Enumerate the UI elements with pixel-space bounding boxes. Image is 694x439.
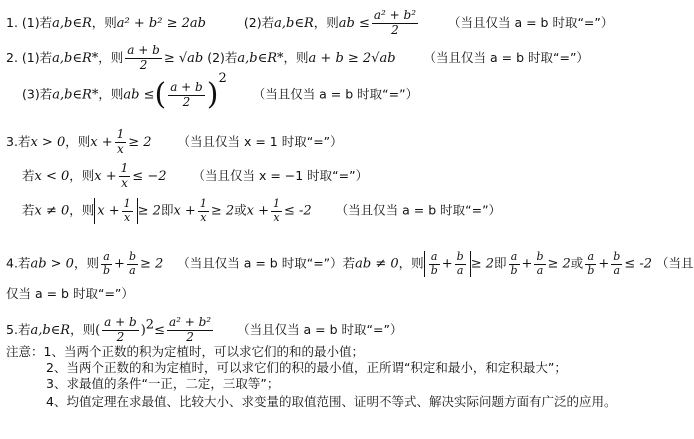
item-3-line-2 (22, 162, 368, 191)
item-1-part2-lhs: ab ≤ (338, 15, 370, 31)
note-1: 1、当两个正数的积为定植时，可以求它们的和的最小值； (43, 344, 364, 359)
frac-num: a + b (104, 315, 137, 329)
frac-den: 2 (391, 22, 399, 37)
item-3-part3-fraction2 (198, 198, 209, 224)
frac-num: b (456, 250, 464, 263)
item-4-abs-value (424, 251, 471, 277)
item-4-mid2: ，则 (398, 255, 424, 271)
item-2-line-2 (22, 71, 419, 112)
item-4-rhs: ≥ 2 (139, 256, 164, 272)
item-3-part3-fraction3 (271, 198, 282, 224)
item-3-part2-rhs: ≤ −2 (132, 168, 167, 184)
frac-num: b (536, 250, 544, 263)
item-5-prefix: 若 (17, 321, 31, 337)
frac-den: a (613, 263, 621, 277)
item-5-right-fraction (167, 316, 213, 345)
item-3-part3-huo: 或 (234, 202, 247, 218)
item-3-part3-x2: x + (173, 203, 196, 219)
item-4-line-2 (6, 288, 134, 301)
left-paren: ( (154, 77, 167, 112)
item-4-mid: ，则 (73, 255, 99, 271)
item-5-left-fraction (102, 316, 139, 345)
item-1-part1-mid: ，则 (91, 14, 117, 30)
item-4-number: 4. (6, 255, 18, 271)
item-3-part3-x3: x + (246, 203, 269, 219)
item-2-part1-rhs: ≥ √ab (163, 50, 204, 66)
frac-num: a² + b² (168, 315, 212, 329)
item-4-condition: （当且仅当 a = b 时取“=”） (177, 255, 343, 271)
item-2-part2-var: a,b∈R* (237, 50, 284, 66)
item-3-part1-mid: ，则 (65, 133, 91, 149)
item-2-part3-fraction (168, 81, 205, 110)
right-paren: ) (140, 322, 146, 338)
frac-num: a (101, 251, 112, 265)
item-4-plus: + (114, 256, 125, 272)
plus: + (598, 256, 610, 272)
item-2-part1-mid: ，则 (98, 49, 124, 65)
item-2-fraction (125, 44, 162, 73)
frac-num: a (429, 251, 440, 265)
item-3-part3-prefix: 若 (22, 202, 35, 218)
frac-num: a (509, 251, 520, 265)
item-1-condition: （当且仅当 a = b 时取“=”） (447, 14, 614, 30)
item-3-part3-rhs3: ≤ -2 (284, 203, 312, 219)
note-2: 2、当两个正数的和为定植时，可以求它们的积的最小值，正所谓“积定和最小，和定积最大”； (46, 360, 567, 375)
item-5-mid: ，则 (70, 321, 96, 337)
item-3-part1-condition: （当且仅当 x = 1 时取“=”） (177, 133, 343, 149)
item-2-part3-prefix: (3)若 (22, 86, 53, 102)
item-3-part3-rhs2: ≥ 2 (210, 203, 235, 219)
notes-line-2 (46, 362, 567, 375)
item-3-part2-var: x < 0 (34, 168, 70, 184)
frac-num: 1 (123, 197, 131, 210)
plus: + (521, 256, 533, 272)
notes-line-3 (46, 378, 279, 391)
item-4-var2: ab ≠ 0 (355, 256, 399, 272)
notes-line-1 (6, 346, 364, 359)
item-3-part1-prefix: 若 (17, 133, 31, 149)
frac-num: 1 (120, 161, 129, 175)
item-4-fraction1 (101, 251, 112, 277)
abs-fraction (122, 198, 133, 224)
item-4-fraction6 (611, 251, 622, 277)
item-2-part1-var: a,b∈R* (52, 50, 99, 66)
item-3-line-3 (22, 198, 501, 224)
frac-den: 2 (139, 57, 148, 72)
item-1-part1-formula: a² + b² ≥ 2ab (116, 15, 206, 31)
item-1-part2-mid: ，则 (313, 14, 339, 30)
frac-num: a² + b² (373, 8, 417, 22)
item-4-rhs3: ≥ 2 (547, 256, 571, 272)
item-2-part2-prefix: (2)若 (207, 49, 238, 65)
item-5-exponent: 2 (145, 317, 155, 333)
item-4-fraction3 (509, 251, 520, 277)
frac-num: b (128, 250, 136, 263)
item-4-ji: 即 (493, 255, 507, 271)
abs-fraction2 (455, 251, 466, 277)
item-5-le: ≤ (154, 322, 165, 338)
left-paren: ( (95, 322, 101, 338)
item-3-part2-fraction (119, 162, 131, 191)
item-3-part2-mid: ，则 (69, 167, 95, 183)
item-1 (6, 9, 613, 38)
item-2-condition: （当且仅当 a = b 时取“=”） (423, 49, 589, 65)
item-2-number: 2. (6, 49, 18, 65)
item-1-part1-prefix: (1)若 (21, 14, 53, 30)
item-3-part2-condition: （当且仅当 x = −1 时取“=”） (192, 167, 369, 183)
abs-plus: + (441, 256, 453, 272)
item-2-part2-mid: ，则 (283, 49, 309, 65)
item-3-part3-ji: 即 (160, 202, 174, 218)
frac-num: b (613, 250, 621, 263)
item-4-condition-continued: 仅当 a = b 时取“=”） (6, 286, 134, 301)
frac-den: x (200, 210, 207, 224)
frac-den: a (456, 263, 464, 277)
item-4-condition-tail: （当且 (656, 255, 694, 271)
note-3: 3、求最值的条件“一正，二定，三取等”； (46, 376, 280, 391)
right-paren: ) (206, 77, 219, 112)
item-2-part3-mid: ，则 (98, 86, 124, 102)
item-5-number: 5. (6, 321, 18, 337)
item-1-part1-var: a,b∈R (52, 15, 92, 31)
item-3-abs-value (94, 198, 137, 224)
item-3-part1-rhs: ≥ 2 (128, 134, 152, 150)
item-3-part1-fraction (115, 128, 127, 157)
frac-den: 2 (182, 94, 191, 109)
frac-den: a (129, 263, 136, 277)
frac-den: x (273, 210, 280, 224)
frac-num: a + b (170, 79, 203, 94)
notes-line-4 (46, 396, 616, 409)
item-2-part3-condition: （当且仅当 a = b 时取“=”） (252, 86, 419, 102)
item-2-part2-formula: a + b ≥ 2√ab (308, 50, 396, 66)
item-4-line-1 (6, 251, 694, 277)
item-4-fraction5 (585, 251, 596, 277)
item-2-part1-prefix: (1)若 (21, 49, 53, 65)
frac-den: 2 (186, 329, 194, 344)
item-4-var: ab > 0 (30, 256, 74, 272)
frac-den: 2 (116, 329, 125, 344)
notes-label: 注意： (6, 344, 44, 359)
item-2-part3-var: a,b∈R* (52, 87, 99, 103)
item-1-part2-var: a,b∈R (274, 15, 314, 31)
item-3-line-1 (6, 128, 343, 157)
item-4-prefix: 若 (17, 255, 31, 271)
frac-num: a (585, 251, 596, 265)
abs-x: x + (97, 203, 120, 219)
item-1-number: 1. (6, 14, 18, 30)
frac-num: 1 (199, 197, 207, 210)
item-3-part2-x: x + (94, 168, 117, 184)
item-2-part3-lhs: ab ≤ (123, 87, 155, 103)
item-4-rhs2: ≥ 2 (470, 256, 494, 272)
item-5-var: a,b∈R (30, 322, 71, 338)
item-3-part3-mid: ，则 (69, 202, 95, 218)
note-4: 4、均值定理在求最值、比较大小、求变量的取值范围、证明不等式、解决实际问题方面有广泛的应用。 (46, 394, 617, 409)
item-4-fraction4 (534, 251, 545, 277)
item-2-line-1 (6, 44, 589, 73)
item-4-fraction2 (127, 251, 138, 277)
frac-den: b (510, 263, 518, 277)
frac-num: a + b (127, 43, 160, 57)
item-3-part3-var: x ≠ 0 (34, 203, 70, 219)
frac-den: b (587, 263, 595, 277)
abs-fraction1 (429, 251, 440, 277)
item-4-prefix2: 若 (342, 255, 356, 271)
item-3-number: 3. (6, 133, 18, 149)
item-1-fraction (372, 9, 418, 38)
item-4-rhs4: ≤ -2 (624, 256, 653, 272)
frac-den: b (102, 263, 111, 277)
item-4-huo: 或 (570, 255, 584, 271)
item-3-part3-condition: （当且仅当 a = b 时取“=”） (335, 202, 502, 218)
item-3-part2-prefix: 若 (22, 167, 35, 183)
frac-den: x (121, 175, 128, 190)
item-2-part3-exponent: 2 (218, 71, 227, 86)
frac-den: x (117, 141, 124, 156)
frac-num: 1 (273, 197, 280, 210)
item-3-part1-x: x + (90, 134, 113, 150)
item-3-part1-var: x > 0 (30, 134, 66, 150)
item-1-part2-prefix: (2)若 (243, 14, 275, 30)
frac-den: x (124, 210, 131, 224)
frac-den: a (536, 263, 544, 277)
item-5-condition: （当且仅当 a = b 时取“=”） (237, 321, 403, 337)
item-3-part3-rhs1: ≥ 2 (137, 203, 161, 219)
frac-den: b (430, 263, 438, 277)
item-5 (6, 316, 402, 345)
frac-num: 1 (116, 127, 125, 141)
